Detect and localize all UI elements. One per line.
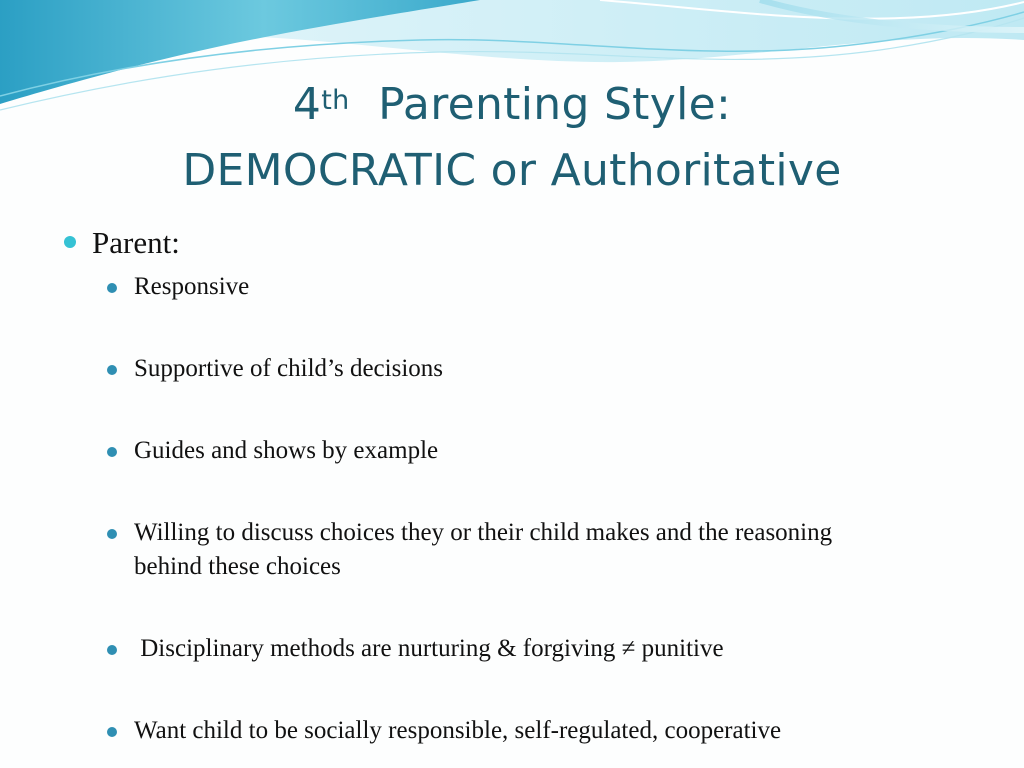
bullet-icon [107, 447, 117, 457]
title-number: 4 [292, 79, 322, 130]
title-line-1-text: Parenting Style: [378, 79, 732, 130]
level1-bullet-icon [64, 236, 76, 248]
list-item: Want child to be socially responsible, self-regulated, cooperative [134, 717, 782, 744]
bullet-icon [107, 529, 117, 539]
title-superscript: th [321, 85, 350, 116]
list-item: Disciplinary methods are nurturing & forgiving ≠ punitive [134, 635, 724, 662]
list-item: Responsive [134, 273, 250, 300]
title-line-2: DEMOCRATIC or Authoritative [182, 145, 842, 196]
bullet-icon [107, 645, 117, 655]
level1-label: Parent: [92, 225, 180, 260]
list-item: Guides and shows by example [134, 437, 439, 464]
bullet-icon [107, 283, 117, 293]
bullet-icon [107, 365, 117, 375]
list-item: Willing to discuss choices they or their child makes and the reasoning behind these choices [134, 519, 833, 580]
list-item: Supportive of child’s decisions [134, 355, 443, 382]
bullet-icon [107, 727, 117, 737]
